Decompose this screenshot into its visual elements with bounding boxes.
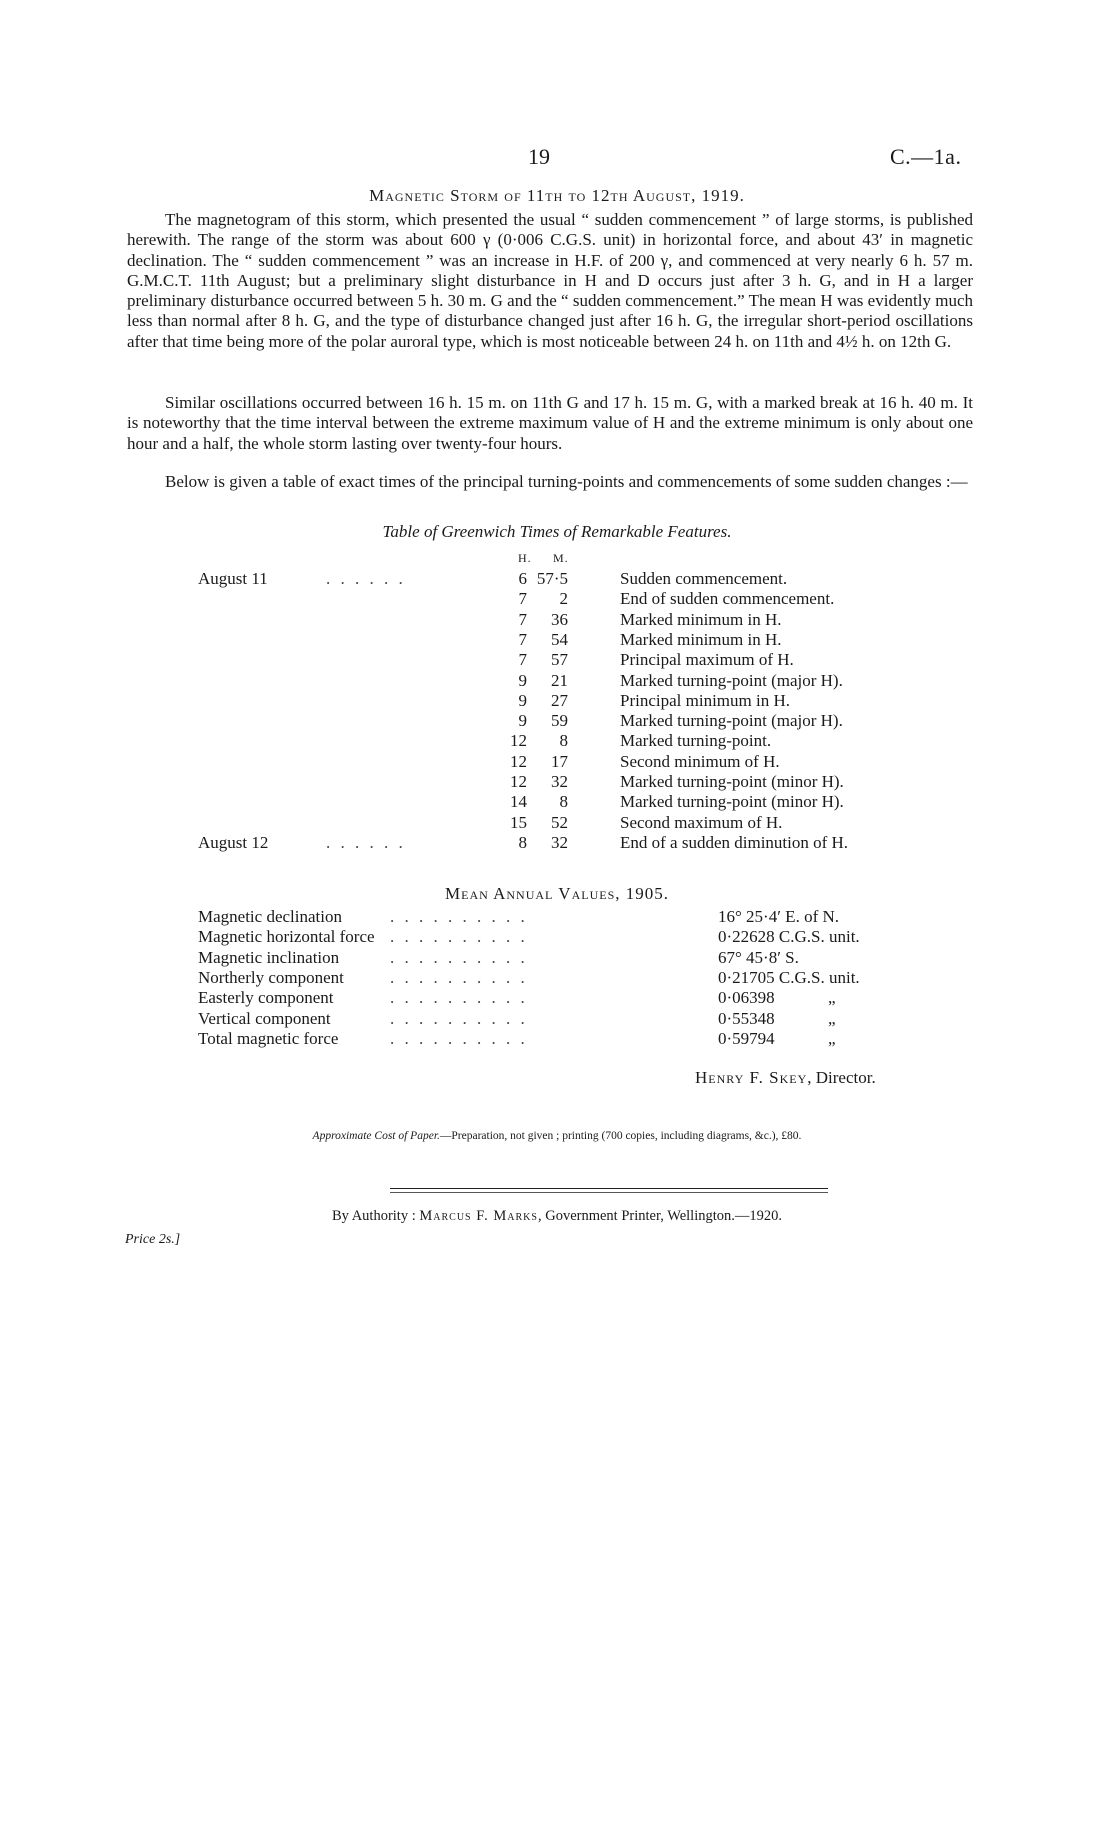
feature-description: Second maximum of H. xyxy=(620,812,783,832)
feature-hour: 7 xyxy=(518,650,527,670)
mean-value: 16° 25·4′ E. of N. xyxy=(718,907,840,926)
mean-value-label: Easterly component xyxy=(198,988,334,1008)
feature-description: Marked turning-point (major H). xyxy=(620,670,843,690)
divider-rule xyxy=(390,1188,828,1189)
feature-hour: 12 xyxy=(510,772,527,791)
mean-value-unit: „ xyxy=(828,988,836,1008)
leader-dots: . . . . . . . . . . xyxy=(390,988,528,1008)
leader-dots: . . . . . . xyxy=(326,569,406,588)
feature-description: Principal maximum of H. xyxy=(620,650,794,670)
feature-hour: 9 xyxy=(518,670,527,690)
feature-minute: 2 xyxy=(559,589,568,609)
signature-title: , Director. xyxy=(807,1068,876,1087)
feature-hour: 15 xyxy=(510,812,527,832)
printer-imprint xyxy=(0,1208,1114,1225)
mean-value: 0·55348 xyxy=(718,1008,775,1028)
imprint-printer: Marcus F. Marks xyxy=(419,1208,538,1224)
feature-description: End of a sudden diminution of H. xyxy=(620,832,849,852)
feature-description: Marked turning-point (minor H). xyxy=(620,792,844,812)
feature-minute: 57 xyxy=(551,650,568,670)
features-table-caption: Table of Greenwich Times of Remarkable Features. xyxy=(382,522,732,541)
leader-dots: . . . . . . . . . . xyxy=(390,1008,528,1028)
imprint-prefix: By Authority : xyxy=(331,1208,420,1224)
document-code: C.—1a. xyxy=(890,144,962,169)
mean-value-label: Magnetic horizontal force xyxy=(198,927,375,947)
mean-value-label: Magnetic declination xyxy=(198,907,342,926)
feature-hour: 9 xyxy=(518,690,527,710)
divider-rule xyxy=(390,1192,828,1193)
feature-hour: 8 xyxy=(518,832,527,852)
paragraph-2: Similar oscillations occurred between 16 h. 15 m. on 11th G and 17 h. 15 m. G, with a marked break at 16 h. 40 m. It is noteworthy that the time interval between the extreme maximum value of H and the extreme minimum is only about one hour and a half, the whole storm lasting over twenty-four hours. xyxy=(127,393,973,453)
feature-minute: 54 xyxy=(551,629,568,649)
price-label: Price 2s.] xyxy=(125,1232,181,1247)
mean-value: 0·59794 xyxy=(718,1028,775,1048)
feature-description: Marked turning-point (major H). xyxy=(620,711,843,731)
feature-hour: 14 xyxy=(510,792,527,812)
paragraph-3: Below is given a table of exact times of the principal turning-points and commencements of some sudden changes :— xyxy=(165,472,968,491)
feature-description: Sudden commencement. xyxy=(620,569,788,588)
feature-hour: 6 xyxy=(518,569,527,588)
mean-values-title: Mean Annual Values, 1905. xyxy=(445,884,669,903)
feature-hour: 12 xyxy=(510,751,527,771)
leader-dots: . . . . . . . . . . xyxy=(390,947,528,967)
feature-minute: 36 xyxy=(551,609,568,629)
mean-value-label: Vertical component xyxy=(198,1008,331,1028)
mean-value: 67° 45·8′ S. xyxy=(718,947,799,967)
feature-hour: 7 xyxy=(518,609,527,629)
feature-hour: 7 xyxy=(518,589,527,609)
paragraph-1: The magnetogram of this storm, which presented the usual “ sudden commencement ” of large storms, is published herewith. The range of the storm was about 600 γ (0·006 C.G.S. unit) in horizontal force, and about 43′ in magnetic declination. The “ sudden commencement ” was an increase in H.F. of 200 γ, and commenced at very nearly 6 h. 57 m. G.M.C.T. 11th August; but a preliminary slight disturbance in H and D occurs just after 3 h. G, and in H a larger preliminary disturbance occurred between 5 h. 30 m. G and the “ sudden commencement.” The mean H was evidently much less than normal after 8 h. G, and the type of disturbance changed just after 16 h. G, the irregular short-period oscillations after that time being more of the polar auroral type, which is most noticeable between 24 h. on 11th and 4½ h. on 12th G. xyxy=(127,210,973,351)
mean-value: 0·21705 C.G.S. unit. xyxy=(718,967,860,987)
cost-note-label: Approximate Cost of Paper. xyxy=(312,1130,440,1142)
feature-minute: 59 xyxy=(551,711,568,731)
cost-note xyxy=(0,1130,1114,1142)
mean-value-label: Magnetic inclination xyxy=(198,947,340,967)
signature xyxy=(695,1068,876,1088)
feature-date: August 12 xyxy=(198,832,269,852)
leader-dots: . . . . . . . . . . xyxy=(390,907,528,926)
signature-name: Henry F. Skey xyxy=(695,1068,808,1087)
column-header-minutes: M. xyxy=(553,551,569,565)
feature-minute: 21 xyxy=(551,670,568,690)
feature-minute: 8 xyxy=(559,792,568,812)
imprint-rest: , Government Printer, Wellington.—1920. xyxy=(537,1208,783,1224)
mean-value-label: Total magnetic force xyxy=(198,1028,339,1048)
feature-minute: 32 xyxy=(551,832,568,852)
article-title: Magnetic Storm of 11th to 12th August, 1919. xyxy=(369,186,745,205)
mean-value: 0·22628 C.G.S. unit. xyxy=(718,927,860,947)
feature-minute: 32 xyxy=(551,772,568,791)
feature-hour: 12 xyxy=(510,731,527,751)
page-number: 19 xyxy=(528,144,550,169)
mean-value: 0·06398 xyxy=(718,988,775,1008)
cost-note-text: —Preparation, not given ; printing (700 copies, including diagrams, &c.), £80. xyxy=(439,1130,802,1142)
feature-description: Marked minimum in H. xyxy=(620,609,782,629)
feature-date: August 11 xyxy=(198,569,268,588)
feature-hour: 9 xyxy=(518,711,527,731)
feature-description: End of sudden commencement. xyxy=(620,589,835,609)
feature-minute: 17 xyxy=(551,751,568,771)
feature-description: Second minimum of H. xyxy=(620,751,780,771)
feature-description: Marked minimum in H. xyxy=(620,629,782,649)
leader-dots: . . . . . . xyxy=(326,832,406,852)
leader-dots: . . . . . . . . . . xyxy=(390,1028,528,1048)
feature-description: Marked turning-point. xyxy=(620,731,772,751)
mean-value-unit: „ xyxy=(828,1028,836,1048)
feature-description: Principal minimum in H. xyxy=(620,690,790,710)
leader-dots: . . . . . . . . . . xyxy=(390,927,528,947)
feature-minute: 8 xyxy=(559,731,568,751)
feature-description: Marked turning-point (minor H). xyxy=(620,772,844,791)
mean-value-label: Northerly component xyxy=(198,967,344,987)
column-header-hours: H. xyxy=(518,551,532,565)
feature-minute: 57·5 xyxy=(536,569,568,588)
mean-value-unit: „ xyxy=(828,1008,836,1028)
feature-minute: 27 xyxy=(551,690,568,710)
feature-hour: 7 xyxy=(518,629,527,649)
leader-dots: . . . . . . . . . . xyxy=(390,967,528,987)
feature-minute: 52 xyxy=(551,812,568,832)
